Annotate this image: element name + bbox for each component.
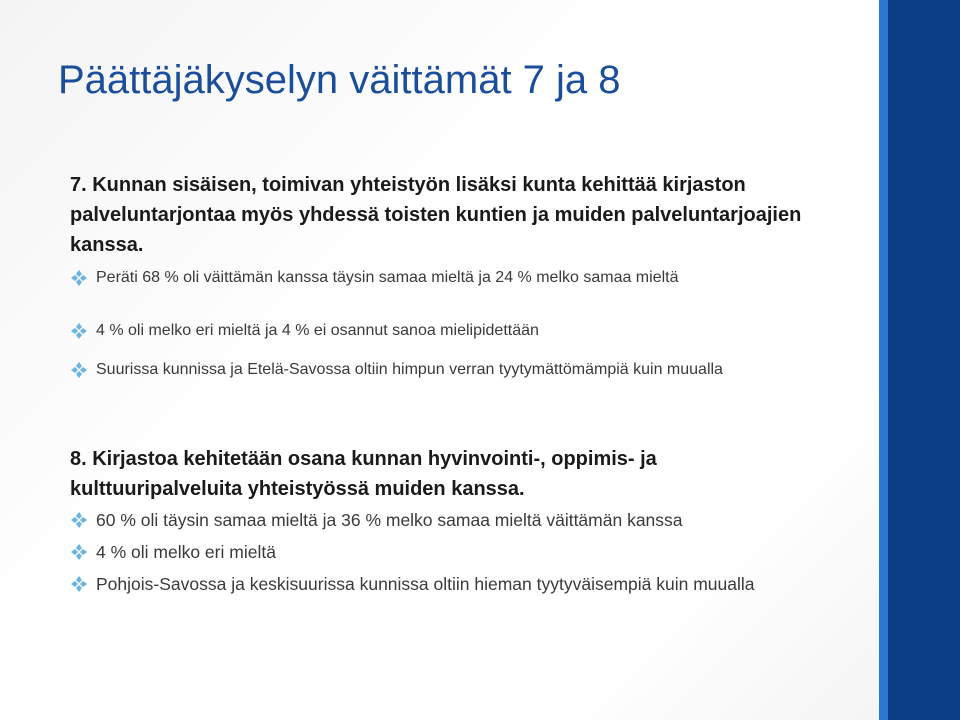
statement-7-bullet [70,318,840,344]
bullet-text: 4 % oli melko eri mieltä ja 4 % ei osannut sanoa mielipidettään [96,322,539,339]
side-accent-bar [888,0,960,720]
slide-title: Päättäjäkyselyn väittämät 7 ja 8 [58,58,621,102]
statement-7-bullet [70,265,840,291]
bullet-text: Suurissa kunnissa ja Etelä-Savossa oltiin himpun verran tyytymättömämpiä kuin muualla [96,361,723,378]
statement-8-bullet [70,506,840,534]
bullet-text: 60 % oli täysin samaa mieltä ja 36 % melko samaa mieltä väittämän kanssa [96,510,683,530]
bullet-text: Peräti 68 % oli väittämän kanssa täysin samaa mieltä ja 24 % melko samaa mieltä [96,269,679,286]
statement-8-heading: 8. Kirjastoa kehitetään osana kunnan hyvinvointi-, oppimis- ja kulttuuripalveluita yhteistyössä muiden kanssa. [70,448,657,500]
diamond-bullet-icon [70,543,88,561]
statement-7-heading: 7. Kunnan sisäisen, toimivan yhteistyön lisäksi kunta kehittää kirjaston palveluntarjontaa myös yhdessä toisten kuntien ja muiden palveluntarjoajien kanssa. [70,174,802,256]
diamond-bullet-icon [70,575,88,593]
diamond-bullet-icon [70,361,88,379]
statement-8-bullet [70,538,840,566]
diamond-bullet-icon [70,269,88,287]
statement-8-bullet [70,570,840,598]
diamond-bullet-icon [70,511,88,529]
side-accent-stripe [879,0,888,720]
bullet-text: Pohjois-Savossa ja keskisuurissa kunnissa oltiin hieman tyytyväisempiä kuin muualla [96,574,755,594]
diamond-bullet-icon [70,322,88,340]
statement-7-bullet [70,357,840,383]
bullet-text: 4 % oli melko eri mieltä [96,542,276,562]
